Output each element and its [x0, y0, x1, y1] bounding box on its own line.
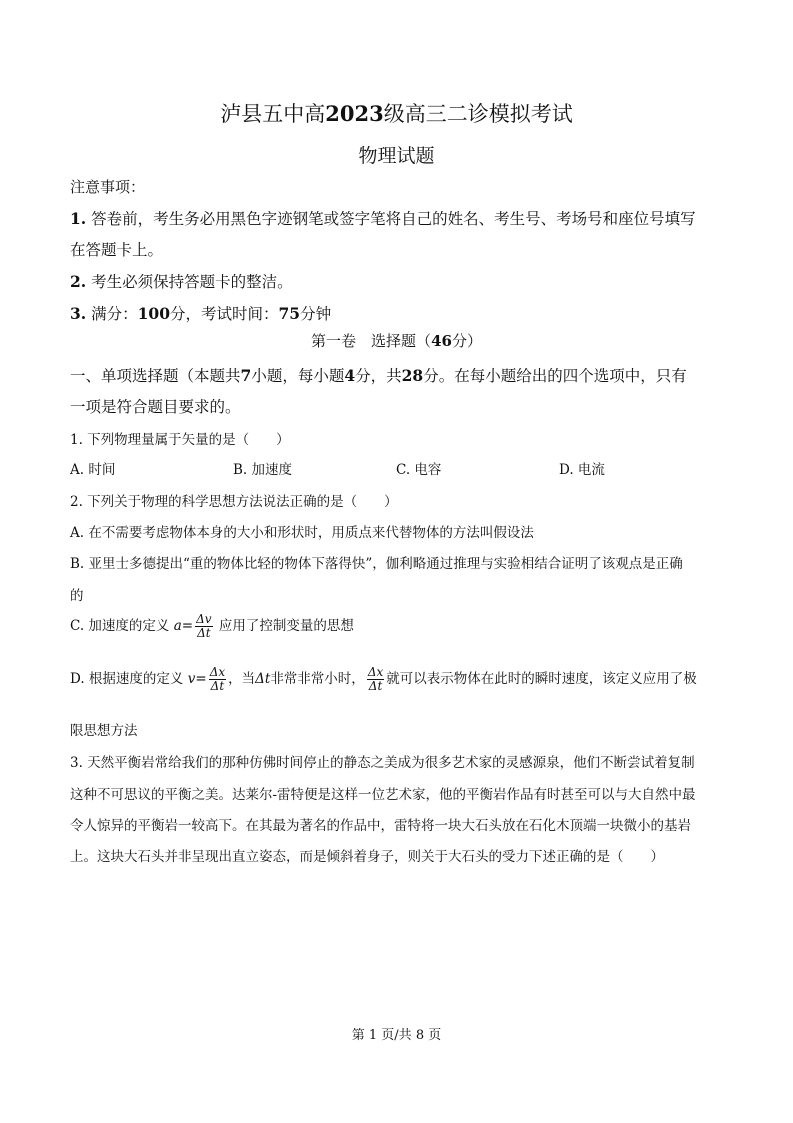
q1-option-a: A. 时间: [70, 462, 116, 478]
part1-instruction-line-2: 一项是符合题目要求的。: [70, 398, 241, 416]
q2-option-d-post: 就可以表示物体在此时的瞬时速度，该定义应用了极: [386, 671, 697, 687]
q2-option-b-line-1: B. 亚里士多德提出“重的物体比轻的物体下落得快”，伽利略通过推理与实验相结合证明了该观点是正确: [70, 556, 683, 572]
part1-instruction-line-1: [70, 364, 687, 386]
q2-option-d-line-1: [70, 666, 697, 693]
part1-text-c: 分，共: [355, 367, 402, 385]
title-prefix: 泸县五中高: [220, 102, 326, 126]
note-3-post: 分钟: [300, 305, 332, 323]
delta-t-symbol: Δt: [255, 671, 271, 687]
q2-option-d-pre: D. 根据速度的定义: [70, 671, 184, 687]
acceleration-fraction: $\frac{\Delta v}{\Delta t}$: [196, 612, 212, 640]
q2-option-c-post: 应用了控制变量的思想: [218, 618, 354, 634]
q3-line-1: 3. 天然平衡岩常给我们的那种仿佛时间停止的静态之美成为很多艺术家的灵感源泉，他们不断尝试着复制: [70, 755, 695, 771]
q1-option-d: D. 电流: [559, 462, 605, 478]
part1-text-b: 小题，每小题: [251, 367, 345, 385]
note-2-text: 考生必须保持答题卡的整洁。: [91, 273, 293, 291]
q1-stem: 1. 下列物理量属于矢量的是（ ）: [70, 432, 290, 448]
note-1-line-1: [70, 207, 696, 229]
part1-count: 7: [240, 366, 252, 385]
q2-option-d-mid-1: ，当: [228, 671, 256, 687]
note-3-number: 3.: [70, 304, 87, 323]
note-3: [70, 302, 331, 324]
velocity-fraction: $\frac{\Delta x}{\Delta t}$: [209, 665, 226, 693]
part1-each-score: 4: [344, 366, 356, 385]
note-3-score: 100: [137, 304, 170, 323]
q3-line-4: 上。这块大石头并非呈现出直立姿态，而是倾斜着身子，则关于大石头的受力下述正确的是（ ）: [70, 849, 664, 865]
title-suffix: 级高三二诊模拟考试: [383, 102, 573, 126]
section-name: 第一卷 选择题（: [311, 332, 432, 350]
note-1-text: 答卷前，考生务必用黑色字迹钢笔或签字笔将自己的姓名、考生号、考场号和座位号填写: [91, 210, 696, 228]
exam-subtitle: 物理试题: [358, 145, 435, 167]
q2-option-c: [70, 613, 354, 640]
note-2: [70, 270, 293, 292]
q2-option-d-line-2: 限思想方法: [70, 723, 138, 739]
q2-option-c-pre: C. 加速度的定义: [70, 618, 170, 634]
note-3-time: 75: [278, 304, 301, 323]
note-1-line-2: 在答题卡上。: [70, 241, 164, 259]
q2-option-d-mid-2: 非常非常小时，: [270, 671, 365, 687]
notes-heading: 注意事项：: [70, 178, 146, 196]
title-year: 2023: [325, 101, 384, 126]
q1-option-b: B. 加速度: [233, 462, 293, 478]
note-3-pre: 满分：: [91, 305, 138, 323]
q2-stem: 2. 下列关于物理的科学思想方法说法正确的是（ ）: [70, 494, 398, 510]
velocity-formula: v=: [187, 671, 207, 687]
q3-line-3: 令人惊异的平衡岩一较高下。在其最为著名的作品中，雷特将一块大石头放在石化木顶端一块微小的基岩: [70, 818, 691, 834]
note-1-number: 1.: [70, 209, 87, 228]
note-3-mid: 分，考试时间：: [170, 305, 279, 323]
note-2-number: 2.: [70, 272, 87, 291]
exam-title: [0, 98, 793, 128]
part1-total-score: 28: [401, 366, 424, 385]
section-unit: 分）: [451, 332, 482, 350]
q2-option-a: A. 在不需要考虑物体本身的大小和形状时，用质点来代替物体的方法叫假设法: [70, 525, 534, 541]
ratio-fraction: $\frac{\Delta x}{\Delta t}$: [367, 665, 384, 693]
q1-option-c: C. 电容: [396, 462, 442, 478]
page-footer: 第 1 页/共 8 页: [351, 1028, 442, 1043]
part1-text-d: 分。在每小题给出的四个选项中，只有: [423, 367, 687, 385]
part1-text-a: 一、单项选择题（本题共: [70, 367, 241, 385]
section-score: 46: [431, 332, 452, 350]
acceleration-formula: a=: [173, 618, 194, 634]
q2-option-b-line-2: 的: [70, 588, 84, 604]
q3-line-2: 这种不可思议的平衡之美。达莱尔-雷特便是这样一位艺术家，他的平衡岩作品有时甚至可以与大自然中最: [70, 787, 696, 803]
section-title: [0, 330, 793, 351]
